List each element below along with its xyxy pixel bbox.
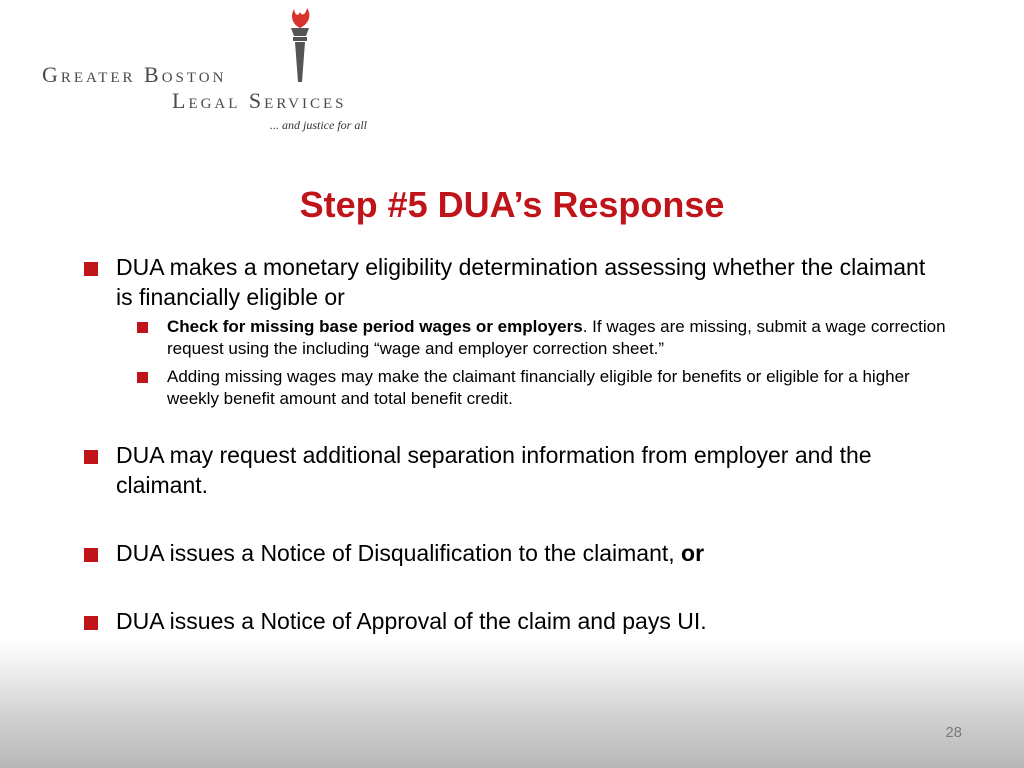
logo-text-legal-services: Legal Services [172, 88, 347, 113]
gbls-logo [42, 6, 402, 136]
bullet-text: DUA issues a Notice of Approval of the claim and pays UI. [116, 608, 707, 634]
bullet-square-icon [84, 616, 98, 630]
bullet-text: DUA makes a monetary eligibility determination assessing whether the claimant is financially eligible or [116, 254, 926, 310]
bullet-text: DUA issues a Notice of Disqualification to the claimant, [116, 540, 682, 566]
page-number: 28 [945, 724, 962, 741]
sub-bullet-text: Adding missing wages may make the claimant financially eligible for benefits or eligible for a higher weekly benefit amount and total benefit credit. [167, 367, 910, 408]
bullet-monetary-eligibility [116, 252, 936, 312]
bullet-square-icon [137, 372, 148, 383]
sub-bullet-bold-text: Check for missing base period wages or employers [167, 317, 583, 336]
logo-tagline: ... and justice for all [270, 118, 367, 132]
sub-bullet-adding-wages [167, 366, 947, 410]
bullet-square-icon [137, 322, 148, 333]
bullet-disqualification [116, 538, 936, 568]
sub-bullet-text: . If wages are missing, submit a wage correction request using the including “wage and employer correction sheet.” [167, 317, 946, 358]
bullet-square-icon [84, 262, 98, 276]
bullet-separation-info [116, 440, 936, 500]
bullet-bold-or: or [681, 540, 705, 566]
bullet-square-icon [84, 450, 98, 464]
slide-title: Step #5 DUA’s Response [299, 184, 725, 225]
bullet-square-icon [84, 548, 98, 562]
sub-bullet-missing-wages [167, 316, 947, 360]
torch-icon [278, 6, 322, 84]
bullet-text: DUA may request additional separation information from employer and the claimant. [116, 442, 872, 498]
bullet-approval [116, 606, 936, 636]
logo-text-greater-boston: Greater Boston [42, 62, 227, 87]
